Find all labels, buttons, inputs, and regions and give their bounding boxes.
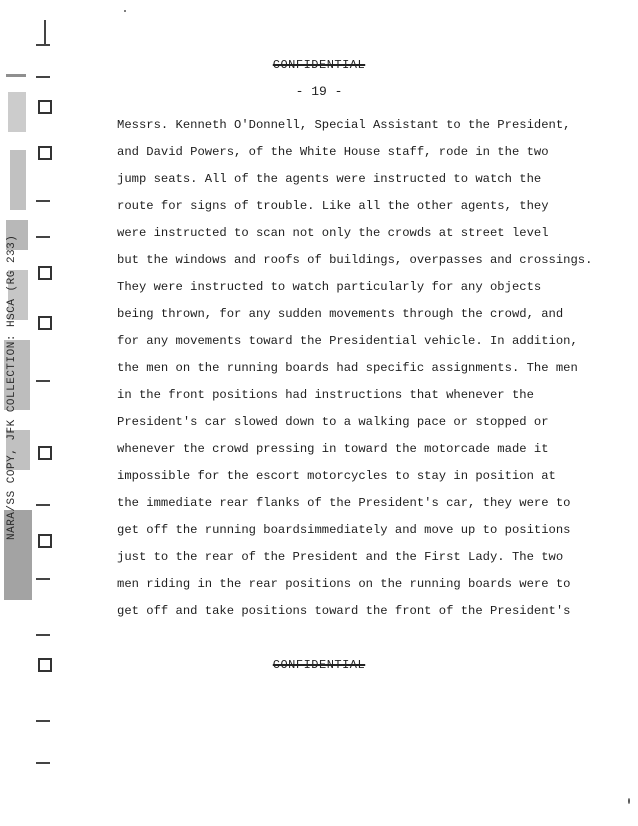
margin-mark	[38, 100, 52, 114]
text-line: in the front positions had instructions that whenever the	[117, 388, 534, 402]
text-line: but the windows and roofs of buildings, overpasses and crossings.	[117, 253, 593, 267]
classification-footer-text: CONFIDENTIAL	[272, 658, 366, 672]
text-line: get off and take positions toward the front of the President's	[117, 604, 571, 618]
text-line: the men on the running boards had specific assignments. The men	[117, 361, 578, 375]
margin-tick	[36, 236, 50, 238]
text-line: and David Powers, of the White House staff, rode in the two	[117, 145, 549, 159]
margin-tick	[36, 762, 50, 764]
margin-tick	[36, 76, 50, 78]
margin-tick	[36, 380, 50, 382]
classification-header-text: CONFIDENTIAL	[272, 58, 366, 72]
margin-tick	[36, 44, 50, 46]
text-line: They were instructed to watch particularly for any objects	[117, 280, 542, 294]
body-text	[117, 115, 592, 628]
text-line: get off the running boardsimmediately and move up to positions	[117, 523, 571, 537]
margin-tick	[36, 578, 50, 580]
text-line: just to the rear of the President and the First Lady. The two	[117, 550, 564, 564]
margin-mark	[38, 534, 52, 548]
page-number: - 19 -	[295, 84, 343, 99]
text-line: impossible for the escort motorcycles to stay in position at	[117, 469, 556, 483]
text-line: route for signs of trouble. Like all the other agents, they	[117, 199, 549, 213]
margin-mark	[38, 316, 52, 330]
margin-tick	[36, 720, 50, 722]
scan-speck	[124, 10, 126, 12]
margin-tick	[44, 20, 46, 46]
margin-mark	[38, 146, 52, 160]
text-line: being thrown, for any sudden movements through the crowd, and	[117, 307, 564, 321]
margin-tick	[36, 200, 50, 202]
margin-tick	[36, 504, 50, 506]
margin-stamp-text: NARA/SS COPY, JFK COLLECTION: HSCA (RG 233)	[6, 234, 18, 540]
margin-tick	[36, 634, 50, 636]
margin-mark	[38, 266, 52, 280]
classification-footer	[0, 658, 638, 672]
scan-speck	[628, 798, 630, 804]
text-line: men riding in the rear positions on the running boards were to	[117, 577, 571, 591]
text-line: the immediate rear flanks of the President's car, they were to	[117, 496, 571, 510]
classification-header	[0, 58, 638, 72]
margin-mark	[38, 446, 52, 460]
text-line: whenever the crowd pressing in toward the motorcade made it	[117, 442, 549, 456]
text-line: President's car slowed down to a walking pace or stopped or	[117, 415, 549, 429]
text-line: jump seats. All of the agents were instructed to watch the	[117, 172, 542, 186]
text-line: were instructed to scan not only the crowds at street level	[117, 226, 549, 240]
text-line: Messrs. Kenneth O'Donnell, Special Assistant to the President,	[117, 118, 571, 132]
text-line: for any movements toward the Presidential vehicle. In addition,	[117, 334, 578, 348]
